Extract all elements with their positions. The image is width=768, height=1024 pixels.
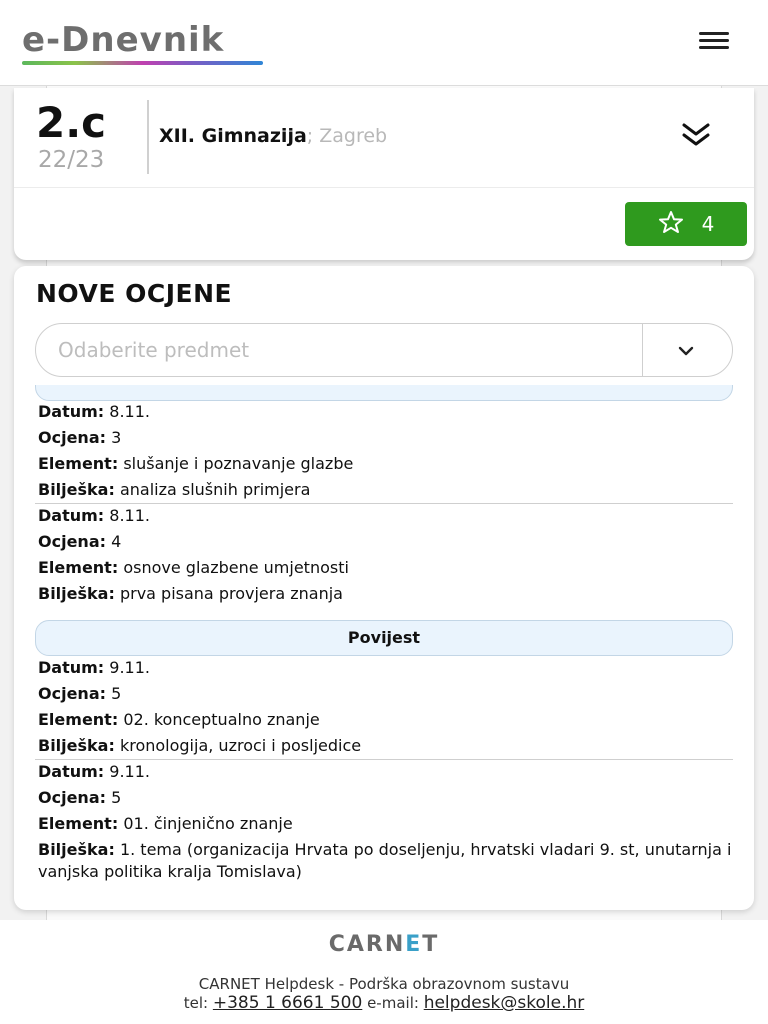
favorites-count: 4 [701,212,715,236]
favorites-button[interactable] [625,202,747,246]
app-header [0,0,768,86]
grade-entry: Datum: 8.11. Ocjena: 4 Element: osnove glazbene umjetnosti Bilješka: prva pisana provjera znanja [38,506,349,603]
double-chevron-down-icon[interactable] [678,118,714,152]
new-grades-card [14,266,754,910]
school-city: ; Zagreb [306,125,388,147]
select-divider [642,324,643,376]
grade-note: kronologija, uzroci i posljedice [119,736,362,755]
app-logo[interactable]: e-Dnevnik [22,20,225,60]
grade-element: 01. činjenično znanje [123,814,293,833]
grade-value: 5 [111,788,122,807]
email-link[interactable]: helpdesk@skole.hr [423,993,585,1013]
hamburger-icon[interactable] [699,32,729,50]
grade-note: analiza slušnih primjera [119,480,311,499]
grade-value: 4 [111,532,122,551]
school-info [159,124,387,148]
grade-note: prva pisana provjera znanja [119,584,343,603]
chevron-down-icon[interactable] [676,343,696,357]
subject-select-placeholder: Odaberite predmet [58,338,250,362]
card-separator [14,187,754,188]
school-year: 22/23 [38,147,105,173]
star-icon [658,210,684,239]
helpdesk-text: CARNET Helpdesk - Podrška obrazovnom sustavu [198,975,570,993]
grade-date: 9.11. [109,658,150,677]
grade-date: 8.11. [109,402,150,421]
subject-header-povijest[interactable]: Povijest [35,620,733,656]
grade-entry: Datum: 8.11. Ocjena: 3 Element: slušanje i poznavanje glazbe Bilješka: analiza slušnih primjera [38,402,354,499]
class-divider [147,100,149,174]
school-name: XII. Gimnazija [159,125,307,147]
grade-value: 3 [111,428,122,447]
footer [0,920,768,1024]
grades-title: NOVE OCJENE [36,279,233,308]
carnet-logo[interactable]: CARNET [328,932,440,957]
logo-underline [22,61,263,65]
class-card [14,88,754,260]
phone-link[interactable]: +385 1 6661 500 [212,993,363,1013]
grade-element: osnove glazbene umjetnosti [123,558,349,577]
subject-select[interactable] [35,323,733,377]
grade-element: 02. konceptualno znanje [123,710,320,729]
grade-date: 9.11. [109,762,150,781]
grade-entry: Datum: 9.11. Ocjena: 5 Element: 02. konceptualno znanje Bilješka: kronologija, uzroci i posljedice [38,658,362,755]
grade-entry: Datum: 9.11. Ocjena: 5 Element: 01. činjenično znanje Bilješka: 1. tema (organizacija Hrvata po doseljenju, hrvatski vladari 9. st, unutarnja i vanjska politika kralja Tomislava) [38,762,732,881]
class-name: 2.c [36,98,107,147]
grade-note: 1. tema (organizacija Hrvata po doseljenju, hrvatski vladari 9. st, unutarnja i vanjska politika kralja Tomislava) [38,840,732,881]
contact-info: tel: +385 1 6661 500 e-mail: helpdesk@skole.hr [183,993,585,1013]
grade-value: 5 [111,684,122,703]
grade-element: slušanje i poznavanje glazbe [123,454,354,473]
grade-date: 8.11. [109,506,150,525]
grades-list[interactable] [14,385,754,910]
